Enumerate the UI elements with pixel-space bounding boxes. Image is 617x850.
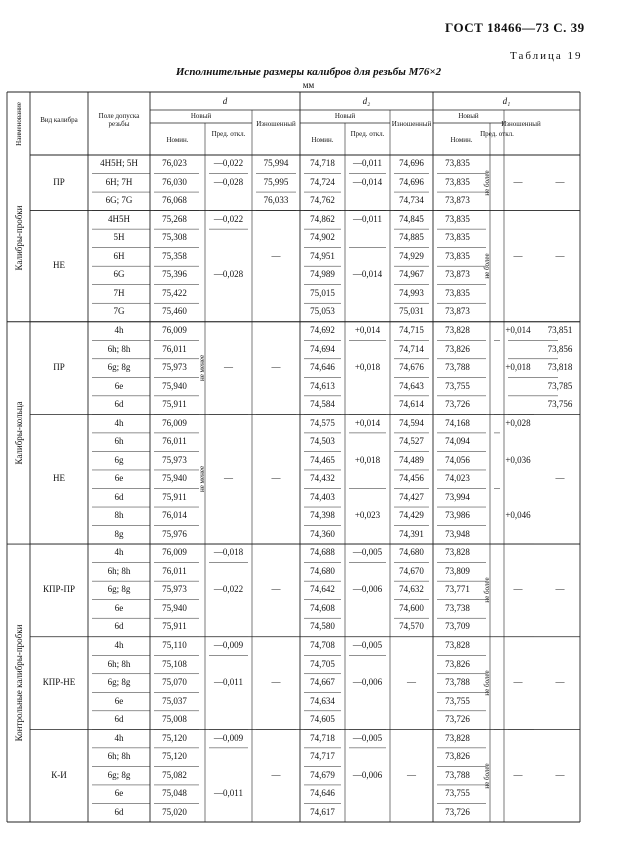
- cell-d2: 74,902: [310, 232, 335, 243]
- cell-d1: 73,835: [445, 158, 470, 169]
- cell-d2: 74,694: [310, 343, 335, 354]
- cell-field: 7G: [113, 306, 125, 317]
- group-label: Контрольные калибры-пробки: [13, 624, 24, 742]
- header-nominal-0: Номин.: [166, 136, 189, 144]
- cell-d1-worn: —: [555, 473, 565, 484]
- cell-field: 6g: [114, 454, 124, 465]
- cell-d1: 73,835: [445, 232, 470, 243]
- cell-field: 6e: [114, 788, 124, 799]
- cell-d2: 74,724: [310, 176, 335, 187]
- cell-d1: 73,828: [445, 639, 470, 650]
- cell-d2: 74,718: [310, 158, 335, 169]
- header-worn-2: Изношенный: [501, 120, 541, 128]
- note-not-more-2: не более: [483, 577, 491, 604]
- cell-d: 75,911: [162, 399, 187, 410]
- cell-d: 75,020: [162, 806, 187, 817]
- cell-field: 6d: [114, 399, 124, 410]
- cell-d2: 74,617: [310, 806, 335, 817]
- cell-d2-worn: 74,632: [399, 584, 424, 595]
- cell-d1: 73,873: [445, 306, 470, 317]
- header-d2: d₂: [362, 96, 371, 106]
- cell-field: 6g; 8g: [107, 769, 131, 780]
- cell-d1: 73,828: [445, 547, 470, 558]
- cell-field: 6d: [114, 621, 124, 632]
- cell-d2-worn: 74,670: [399, 565, 424, 576]
- cell-field: 8g: [114, 528, 124, 539]
- cell-d1: 74,168: [445, 417, 470, 428]
- kind-label: НЕ: [53, 260, 65, 271]
- header-nominal-1: Номин.: [311, 136, 334, 144]
- cell-d2-dev: —0,011: [353, 158, 382, 169]
- cell-d2: 74,692: [310, 325, 335, 335]
- kind-label: КПР-ПР: [42, 584, 76, 595]
- cell-d1-dev: +0,014: [505, 325, 531, 335]
- cell-d2: 74,605: [310, 714, 335, 725]
- cell-d-dev: —0,018: [213, 547, 244, 558]
- cell-d-worn: —: [271, 362, 281, 373]
- cell-field: 6e: [114, 695, 124, 706]
- cell-d2: 74,667: [310, 677, 335, 688]
- cell-d1-worn: —: [555, 584, 565, 595]
- cell-d1-dev: —: [513, 250, 523, 261]
- cell-d: 75,037: [162, 695, 187, 706]
- cell-d1-dev: —: [513, 176, 523, 187]
- cell-d2: 74,688: [310, 547, 335, 558]
- cell-d1: 73,726: [445, 714, 470, 725]
- cell-d2-dev: —0,011: [353, 213, 382, 224]
- cell-d1-dev: —: [513, 769, 523, 780]
- cell-d2: 74,465: [310, 454, 335, 465]
- cell-d1: 74,056: [445, 454, 470, 465]
- cell-d2-worn: —: [407, 677, 416, 688]
- header-deviation-1: Пред. откл.: [350, 130, 385, 138]
- cell-d1: 73,755: [445, 380, 470, 391]
- cell-d2-dev: —0,006: [352, 584, 383, 595]
- cell-d1: 73,986: [445, 510, 470, 521]
- cell-d2: 74,575: [310, 417, 335, 428]
- header-d1: d₁: [502, 96, 511, 106]
- cell-d2-worn: 74,714: [399, 343, 424, 354]
- cell-d2: 74,608: [310, 602, 335, 613]
- cell-d2-worn: 74,570: [399, 621, 424, 632]
- cell-d2: 74,584: [310, 399, 335, 410]
- cell-d1-dev: +0,046: [505, 510, 531, 521]
- group-label: Калибры-пробки: [13, 205, 24, 271]
- cell-field: 4H5H: [108, 213, 130, 224]
- cell-d2: 74,360: [310, 528, 335, 539]
- cell-d2-worn: 74,456: [399, 473, 424, 484]
- cell-d1: 73,771: [445, 584, 470, 595]
- cell-field: 6d: [114, 491, 124, 502]
- cell-d1: 73,873: [445, 195, 470, 206]
- cell-d-dev: —0,022: [213, 584, 244, 595]
- cell-d2-dev: +0,023: [354, 510, 381, 521]
- cell-d2-dev: +0,018: [354, 362, 381, 373]
- cell-d2-worn: 74,929: [399, 250, 424, 261]
- cell-field: 8h: [114, 510, 124, 521]
- note-not-less-0: не менее: [198, 355, 206, 382]
- cell-d: 76,014: [162, 510, 187, 521]
- cell-d-dev: —: [224, 473, 233, 484]
- cell-d-dev: —0,028: [213, 176, 244, 187]
- cell-d2-dev: +0,014: [354, 325, 381, 335]
- cell-d2-worn: 74,391: [399, 528, 424, 539]
- cell-d1: 74,094: [445, 436, 470, 447]
- cell-d1-worn: —: [555, 769, 565, 780]
- cell-field: 7H: [113, 287, 125, 298]
- cell-d2-worn: 74,885: [399, 232, 424, 243]
- cell-d-worn: —: [271, 769, 281, 780]
- cell-d2-dev: —0,014: [352, 269, 383, 280]
- cell-d2: 74,862: [310, 213, 335, 224]
- cell-d-dev: —0,009: [213, 732, 244, 743]
- cell-d: 76,011: [162, 436, 187, 447]
- cell-d2: 74,989: [310, 269, 335, 280]
- header-d: d: [222, 96, 228, 106]
- cell-d2-worn: 74,676: [399, 362, 424, 373]
- cell-d-worn: 75,994: [263, 158, 289, 169]
- cell-d1: 73,709: [445, 621, 470, 632]
- cell-d1-worn: 73,818: [547, 362, 573, 373]
- cell-d2-worn: 74,680: [399, 547, 424, 558]
- cell-d1-worn: 73,756: [547, 399, 573, 410]
- cell-d: 75,976: [162, 528, 187, 539]
- cell-d-dev: —0,022: [213, 213, 244, 224]
- cell-d2-dev: —0,005: [352, 732, 383, 743]
- cell-d: 75,358: [162, 250, 187, 261]
- cell-d2: 74,762: [310, 195, 335, 206]
- cell-d1: 73,835: [445, 287, 470, 298]
- table-title: Исполнительные размеры калибров для резьбы М76×2: [175, 66, 442, 78]
- cell-d: 76,011: [162, 343, 187, 354]
- cell-d-worn: 75,995: [263, 176, 289, 187]
- cell-d1: 73,788: [445, 677, 470, 688]
- cell-d2: 74,403: [310, 491, 335, 502]
- cell-d1: 73,994: [445, 491, 470, 502]
- header-deviation-0: Пред. откл.: [211, 130, 246, 138]
- cell-d2: 75,053: [310, 306, 335, 317]
- kind-label: К-И: [51, 769, 67, 780]
- cell-field: 6h; 8h: [107, 565, 131, 576]
- cell-d1: 73,873: [445, 269, 470, 280]
- cell-d2-worn: 74,594: [399, 417, 424, 428]
- cell-d: 76,011: [162, 565, 187, 576]
- cell-field: 6G; 7G: [105, 195, 133, 206]
- cell-field: 6d: [114, 806, 124, 817]
- cell-field: 4h: [114, 325, 124, 335]
- cell-d: 75,008: [162, 714, 187, 725]
- cell-d1-dev: +0,036: [505, 454, 531, 465]
- note-not-more-4: не более: [483, 763, 491, 789]
- cell-d2: 74,680: [310, 565, 335, 576]
- cell-d2-worn: 74,715: [399, 325, 424, 335]
- cell-d1: 73,755: [445, 788, 470, 799]
- cell-d2: 74,679: [310, 769, 335, 780]
- cell-d2-worn: 74,696: [399, 176, 424, 187]
- table-units: мм: [302, 80, 315, 90]
- cell-d1: 73,826: [445, 343, 470, 354]
- header-new-0: Новый: [190, 112, 212, 120]
- cell-d2-worn: 74,696: [399, 158, 424, 169]
- cell-d-dev: —0,022: [213, 158, 244, 169]
- cell-field: 4h: [114, 639, 124, 650]
- cell-d: 75,120: [162, 751, 187, 762]
- cell-d2-dev: +0,014: [354, 417, 381, 428]
- cell-d1: 73,835: [445, 213, 470, 224]
- cell-d-dev: —0,011: [214, 677, 243, 688]
- kind-label: ПР: [53, 362, 65, 373]
- cell-d1: 73,726: [445, 399, 470, 410]
- cell-d2-worn: 74,967: [399, 269, 424, 280]
- cell-d2: 74,613: [310, 380, 335, 391]
- cell-d2-dev: +0,018: [354, 454, 381, 465]
- cell-d-dev: —: [224, 362, 233, 373]
- header-worn-0: Изношенный: [256, 120, 296, 128]
- cell-d1: 73,826: [445, 658, 470, 669]
- cell-d-worn: —: [271, 473, 281, 484]
- cell-d1: 73,726: [445, 806, 470, 817]
- cell-d: 76,030: [162, 176, 187, 187]
- cell-d: 75,048: [162, 788, 187, 799]
- cell-field: 6H: [113, 250, 125, 261]
- cell-d: 76,023: [162, 158, 187, 169]
- cell-d2-worn: 74,614: [399, 399, 424, 410]
- header-field: Поле допуска резьбы: [98, 112, 140, 128]
- cell-d: 76,009: [162, 547, 187, 558]
- cell-d1-dev: —: [513, 677, 523, 688]
- cell-d-worn: —: [271, 584, 281, 595]
- cell-d2-worn: 74,600: [399, 602, 424, 613]
- header-name: Наименование: [14, 101, 23, 146]
- cell-d: 76,068: [162, 195, 187, 206]
- cell-d: 75,268: [162, 213, 187, 224]
- header-deviation-2: Пред. откл.: [480, 130, 514, 138]
- cell-d2-dev: —0,014: [352, 176, 383, 187]
- cell-d2-worn: 74,643: [399, 380, 424, 391]
- page-header: ГОСТ 18466—73 С. 39: [445, 20, 585, 35]
- cell-d2-worn: 74,734: [399, 195, 424, 206]
- cell-d2: 74,646: [310, 788, 335, 799]
- cell-d1: 73,788: [445, 362, 470, 373]
- cell-field: 6H; 7H: [105, 176, 133, 187]
- cell-field: 6h; 8h: [107, 658, 131, 669]
- cell-d2: 74,717: [310, 751, 335, 762]
- cell-d1-worn: 73,785: [547, 380, 573, 391]
- header-new-2: Новый: [458, 112, 479, 120]
- cell-d: 75,940: [162, 602, 187, 613]
- cell-d: 75,308: [162, 232, 187, 243]
- cell-d2: 74,580: [310, 621, 335, 632]
- cell-d2: 74,708: [310, 639, 335, 650]
- cell-d2: 74,951: [310, 250, 335, 261]
- cell-d2-dev: —0,006: [352, 677, 383, 688]
- cell-d1: 73,835: [445, 176, 470, 187]
- cell-d2-worn: 74,527: [399, 436, 424, 447]
- cell-d1-worn: 73,851: [547, 325, 573, 335]
- cell-d: 75,070: [162, 677, 187, 688]
- note-not-more-3: не более: [483, 670, 491, 696]
- cell-d: 75,940: [162, 473, 187, 484]
- cell-d: 75,973: [162, 454, 187, 465]
- cell-field: 6e: [114, 473, 124, 484]
- cell-d: 76,009: [162, 417, 187, 428]
- cell-field: 4H5H; 5H: [100, 158, 138, 169]
- cell-d: 75,911: [162, 491, 187, 502]
- cell-field: 6h; 8h: [107, 343, 131, 354]
- cell-field: 4h: [114, 732, 124, 743]
- cell-d-dev: —0,009: [213, 639, 244, 650]
- cell-d2-worn: 75,031: [399, 306, 424, 317]
- kind-label: НЕ: [53, 473, 65, 484]
- cell-d2-dev: —0,005: [352, 547, 383, 558]
- cell-d: 75,940: [162, 380, 187, 391]
- header-kind: Вид калибра: [40, 116, 78, 124]
- cell-d: 75,422: [162, 287, 187, 298]
- cell-d2: 74,718: [310, 732, 335, 743]
- cell-field: 6e: [114, 602, 124, 613]
- cell-d1: 73,788: [445, 769, 470, 780]
- table-number: Таблица 19: [510, 50, 583, 62]
- cell-d: 75,396: [162, 269, 187, 280]
- cell-d1: 74,023: [445, 473, 470, 484]
- cell-d2-dev: —0,006: [352, 769, 383, 780]
- cell-d2-worn: 74,427: [399, 491, 424, 502]
- cell-field: 6g; 8g: [107, 677, 131, 688]
- cell-field: 5H: [113, 232, 125, 243]
- cell-d-dev: —0,011: [214, 788, 243, 799]
- header-new-1: Новый: [334, 112, 356, 120]
- kind-label: КПР-НЕ: [42, 677, 76, 688]
- cell-d1-worn: —: [555, 250, 565, 261]
- group-label: Калибры-кольца: [13, 401, 24, 465]
- cell-d1: 73,828: [445, 325, 470, 335]
- header-worn-1: Изношенный: [391, 120, 432, 128]
- cell-d2: 74,398: [310, 510, 335, 521]
- cell-d: 75,460: [162, 306, 187, 317]
- cell-d1: 73,828: [445, 732, 470, 743]
- kind-label: ПР: [53, 176, 65, 187]
- cell-d-worn: —: [271, 677, 281, 688]
- cell-field: 6d: [114, 714, 124, 725]
- cell-d2-worn: 74,845: [399, 213, 424, 224]
- cell-d1-worn: —: [555, 677, 565, 688]
- cell-field: 4h: [114, 547, 124, 558]
- cell-field: 6e: [114, 380, 124, 391]
- cell-d: 75,108: [162, 658, 187, 669]
- note-not-less-1: не менее: [198, 466, 206, 493]
- cell-d1-dev: +0,028: [505, 417, 531, 428]
- cell-d: 75,973: [162, 362, 187, 373]
- cell-d2: 74,432: [310, 473, 335, 484]
- cell-d: 76,009: [162, 325, 187, 335]
- cell-d-worn: —: [271, 250, 281, 261]
- cell-d1: 73,755: [445, 695, 470, 706]
- cell-d1: 73,948: [445, 528, 470, 539]
- cell-d2: 74,646: [310, 362, 335, 373]
- cell-field: 6h; 8h: [107, 751, 131, 762]
- cell-d2: 74,642: [310, 584, 335, 595]
- cell-d1: 73,835: [445, 250, 470, 261]
- cell-d1: 73,738: [445, 602, 470, 613]
- cell-d1-worn: —: [555, 176, 565, 187]
- cell-d2-worn: 74,993: [399, 287, 424, 298]
- cell-d2: 74,503: [310, 436, 335, 447]
- cell-d: 75,911: [162, 621, 187, 632]
- cell-d-dev: —0,028: [213, 269, 244, 280]
- cell-field: 6h: [114, 436, 124, 447]
- cell-d1: 73,809: [445, 565, 470, 576]
- cell-d2: 74,705: [310, 658, 335, 669]
- cell-d: 75,110: [162, 639, 187, 650]
- cell-d1: 73,826: [445, 751, 470, 762]
- cell-d2: 74,634: [310, 695, 335, 706]
- cell-d-worn: 76,033: [263, 195, 289, 206]
- header-nominal-2: Номин.: [450, 136, 473, 144]
- cell-d2-worn: 74,489: [399, 454, 424, 465]
- cell-d2-dev: —0,005: [352, 639, 383, 650]
- cell-d1-worn: 73,856: [547, 343, 573, 354]
- cell-field: 6g; 8g: [107, 362, 131, 373]
- cell-d: 75,973: [162, 584, 187, 595]
- note-not-more-0: не более: [483, 170, 491, 196]
- cell-field: 6g; 8g: [107, 584, 131, 595]
- cell-field: 6G: [113, 269, 125, 280]
- cell-d1-dev: —: [513, 584, 523, 595]
- cell-d2: 75,015: [310, 287, 335, 298]
- cell-d: 75,120: [162, 732, 187, 743]
- cell-d: 75,082: [162, 769, 187, 780]
- cell-d1-dev: +0,018: [505, 362, 531, 373]
- note-not-more-1: не более: [483, 253, 491, 279]
- cell-field: 4h: [114, 417, 124, 428]
- cell-d2-worn: —: [407, 769, 416, 780]
- cell-d2-worn: 74,429: [399, 510, 424, 521]
